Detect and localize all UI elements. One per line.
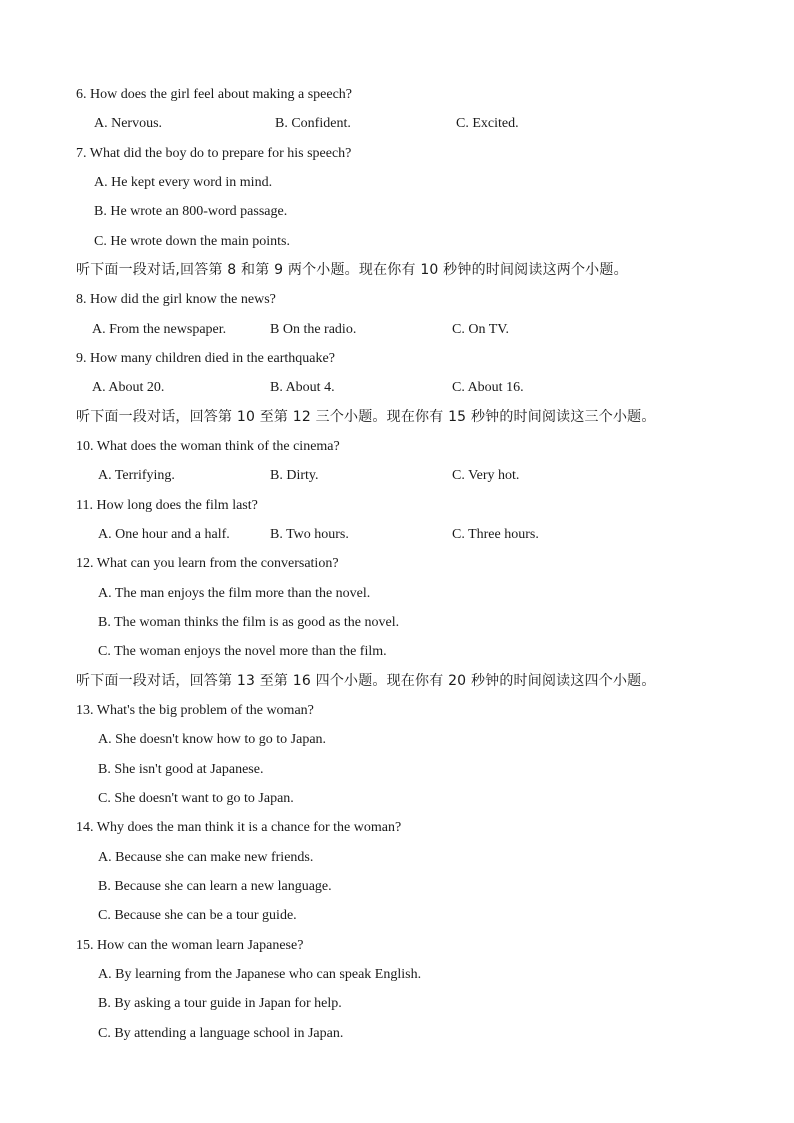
question-11: 11. How long does the film last? [76,498,258,513]
question-9-option-c: C. About 16. [452,380,524,395]
question-8-option-b: B On the radio. [270,322,357,337]
question-10-option-b: B. Dirty. [270,468,319,483]
instruction-8-9: 听下面一段对话,回答第 8 和第 9 两个小题。现在你有 10 秒钟的时间阅读这两个小题。 [76,262,628,278]
question-12-option-c: C. The woman enjoys the novel more than the film. [98,644,387,659]
question-9-option-a: A. About 20. [92,380,165,395]
question-10-option-c: C. Very hot. [452,468,520,483]
instruction-13-16: 听下面一段对话，回答第 13 至第 16 四个小题。现在你有 20 秒钟的时间阅读这四个小题。 [76,673,656,689]
question-7: 7. What did the boy do to prepare for his speech? [76,146,352,161]
question-14-option-b: B. Because she can learn a new language. [98,879,332,894]
question-12-option-a: A. The man enjoys the film more than the novel. [98,586,371,601]
question-11-option-a: A. One hour and a half. [98,527,230,542]
question-7-option-b: B. He wrote an 800-word passage. [94,204,288,219]
question-15-option-a: A. By learning from the Japanese who can speak English. [98,967,422,982]
question-11-option-c: C. Three hours. [452,527,539,542]
question-12-option-b: B. The woman thinks the film is as good as the novel. [98,615,400,630]
question-6: 6. How does the girl feel about making a speech? [76,87,353,102]
question-10-option-a: A. Terrifying. [98,468,175,483]
question-9: 9. How many children died in the earthquake? [76,351,335,366]
question-8-option-c: C. On TV. [452,322,510,337]
question-10: 10. What does the woman think of the cinema? [76,439,340,454]
question-13-option-a: A. She doesn't know how to go to Japan. [98,732,327,747]
question-13: 13. What's the big problem of the woman? [76,703,314,718]
question-15: 15. How can the woman learn Japanese? [76,938,304,953]
question-15-option-b: B. By asking a tour guide in Japan for help. [98,996,342,1011]
question-8-option-a: A. From the newspaper. [92,322,227,337]
question-12: 12. What can you learn from the conversation? [76,556,339,571]
question-7-option-c: C. He wrote down the main points. [94,234,290,249]
question-6-option-a: A. Nervous. [94,116,163,131]
question-13-option-c: C. She doesn't want to go to Japan. [98,791,294,806]
question-8: 8. How did the girl know the news? [76,292,276,307]
question-11-option-b: B. Two hours. [270,527,349,542]
question-15-option-c: C. By attending a language school in Japan. [98,1026,344,1041]
instruction-10-12: 听下面一段对话，回答第 10 至第 12 三个小题。现在你有 15 秒钟的时间阅读这三个小题。 [76,409,656,425]
question-9-option-b: B. About 4. [270,380,335,395]
question-14-option-a: A. Because she can make new friends. [98,850,314,865]
question-6-option-c: C. Excited. [456,116,519,131]
question-14-option-c: C. Because she can be a tour guide. [98,908,297,923]
question-14: 14. Why does the man think it is a chance for the woman? [76,820,402,835]
question-6-option-b: B. Confident. [275,116,351,131]
question-13-option-b: B. She isn't good at Japanese. [98,762,264,777]
question-7-option-a: A. He kept every word in mind. [94,175,273,190]
